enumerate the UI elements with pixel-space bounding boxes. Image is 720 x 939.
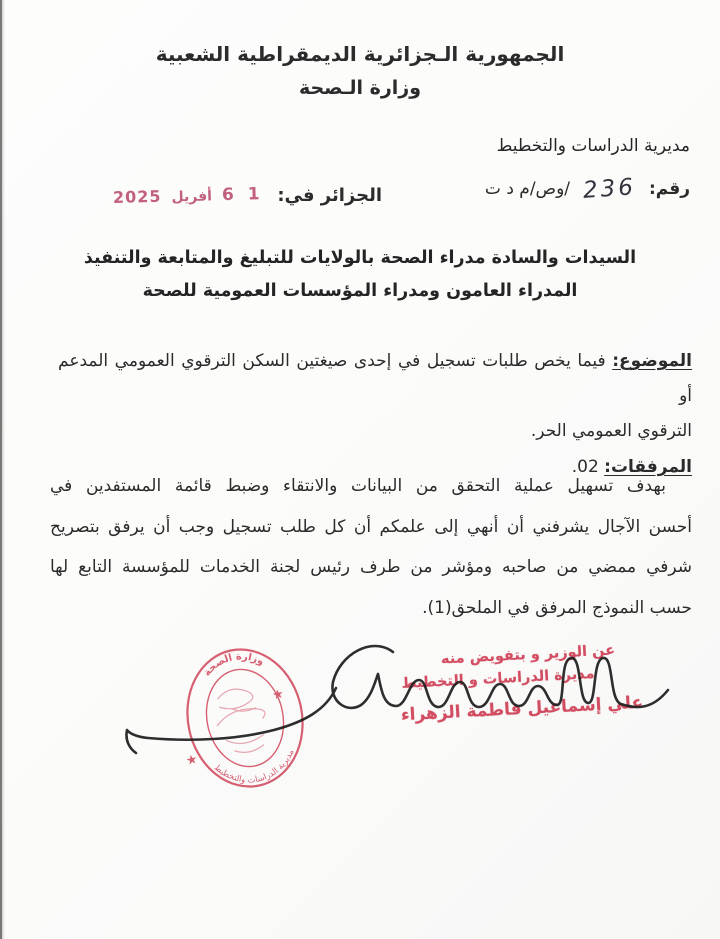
signature-name-text: علي إسماعيل فاطمة الزهراء	[400, 692, 644, 726]
stamp-bottom-text: مديرية الدراسات والتخطيط	[211, 748, 297, 786]
addressees-line-2: المدراء العامون ومدراء المؤسسات العمومية للصحة	[142, 281, 578, 301]
body-paragraph	[50, 466, 692, 628]
subject-line-1	[58, 344, 692, 414]
number-suffix: /وص/م د ت	[484, 179, 571, 199]
handwritten-reference-number: 236	[582, 174, 637, 204]
date-stamp	[112, 184, 263, 208]
body-line-3: شرفي ممضي من صاحبه ومؤشر من طرف رئيس لجنة الخدمات للمؤسسة التابع لها	[50, 557, 692, 577]
subject-block	[58, 344, 692, 485]
handwritten-signature	[100, 628, 700, 788]
subject-line-2: الترقوي العمومي الحر.	[530, 421, 692, 441]
addressees-block	[30, 242, 690, 308]
subject-label: الموضوع:	[612, 351, 693, 371]
place-date-line	[82, 180, 382, 206]
republic-title: الجمهورية الـجزائرية الديمقراطية الشعبية	[155, 42, 565, 66]
date-stamp-month: أفريل	[171, 188, 212, 206]
number-label: رقم:	[648, 179, 690, 199]
date-stamp-day: 1 6	[221, 184, 264, 206]
place-label: الجزائر في:	[277, 185, 382, 206]
signature-delegation-text: عن الوزير و بتفويض منه	[440, 642, 616, 668]
ministry-title: وزارة الـصحة	[298, 77, 422, 99]
addressees-line-1: السيدات والسادة مدراء الصحة بالولايات للتبليغ والمتابعة والتنفيذ	[83, 248, 637, 268]
body-line-4: حسب النموذج المرفق في الملحق(1).	[422, 597, 692, 618]
stamp-top-text: وزارة الصحة	[201, 651, 266, 679]
directorate-line: مديرية الدراسات والتخطيط	[496, 136, 690, 156]
subject-text-1: فيما يخص طلبات تسجيل في إحدى صيغتين السكن الترقوي العمومي المدعم أو	[58, 351, 692, 406]
body-line-2: أحسن الآجال يشرفني أن أنهي إلى علمكم أن كل طلب تسجيل وجب أن يرفق بتصريح	[50, 516, 692, 537]
stamp-star-left: ★	[184, 751, 200, 770]
reference-number-line	[485, 176, 690, 202]
date-stamp-year: 2025	[112, 186, 162, 207]
letterhead	[0, 42, 720, 99]
scan-left-edge-shadow	[2, 0, 5, 939]
attachments-label: المرفقات:	[604, 457, 692, 477]
body-line-1: بهدف تسهيل عملية التحقق من البيانات والانتقاء وضبط قائمة المستفدين في	[50, 476, 666, 496]
stamp-star-right: ★	[270, 686, 286, 704]
signature-title-text: مديرة الدراسات و التخطيط	[401, 665, 595, 693]
attachments-value: 02.	[571, 457, 599, 477]
